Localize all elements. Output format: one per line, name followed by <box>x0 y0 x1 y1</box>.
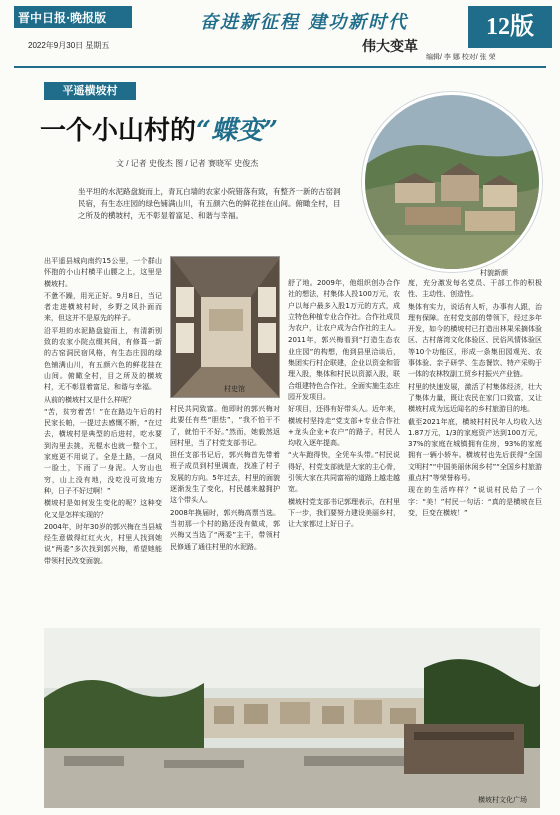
paragraph: 2011年，郭兴梅看到“打造生态农业庄园”的构想，他到县里洽谈后，集团实行村企联建，企业以资金和管理入股，集体和村民以资源入股，联合组建特色合作社，全面实施生态庄园开发项目。 <box>288 336 400 401</box>
logo-text: 晋中日报·晚报版 <box>18 11 107 25</box>
paragraph: 沿平坦的水泥路盘旋而上，有清新别致的农家小院点缀其间，有修葺一新的古窑洞民宿风格，有生态庄园的绿色铺满山川，有五颜六色的鲜花挂在山间。俯瞰全村，目之所及的横坡村，无不彰显着富足、和谐与幸福。 <box>44 326 162 392</box>
aerial-photo-caption: 村貌新颜 <box>480 270 508 277</box>
square-photo-caption: 横坡村文化广场 <box>478 797 527 804</box>
paragraph: 舒了地。2009年，他组织创办合作社的想法，村集体人投100万元，农户以每户最多入股1万元的方式，成立特色种植专业合作社。合作社成员为农户，让农户成为合作社的主人。 <box>288 279 400 333</box>
paragraph: 出平遥县城向南约15公里，一个群山怀抱的小山村横平山腰之上，这里是横坡村。 <box>44 257 162 288</box>
slogan: 奋进新征程 建功新时代 <box>200 12 409 33</box>
village-history-hall-photo <box>170 256 280 398</box>
paragraph: 村民共同致富。他即时的郭兴梅对此要任有些“胆怯”，“我不怕干不了，就怕干不好。”然而，她毅然返回村里，当了村党支部书记。 <box>170 405 280 447</box>
paragraph: 好项目，还得有好带头人。近年来，横坡村坚持走“党支部+专业合作社+龙头企业+农户”的路子，村民人均收入逐年提高。 <box>288 405 400 448</box>
headline-highlight: “蝶变” <box>196 116 278 146</box>
paragraph: 横坡村党支部书记郭理表示，在村里下一步，我们要努力建设美丽乡村，让大家都过上好日子。 <box>288 497 400 529</box>
paragraph: 不惫不躁，用光正好。9月8日，当记者走进横坡村时，乡野之风扑面而来，但这并不是原先的样子。 <box>44 291 162 323</box>
paragraph: 村里的快速发展，激活了村集体经济，壮大了集体力量，既让农民在家门口致富，又让横坡村成为远近闻名的乡村旅游目的地。 <box>408 382 542 414</box>
paragraph: “火车跑得快，全凭车头带。”村民说得好，村党支部就是大家的主心骨，引领大家在共同富裕的道路上越走越宽。 <box>288 451 400 494</box>
village-square-photo <box>44 628 540 808</box>
article-column-1 <box>44 256 162 626</box>
paragraph: 2004年，时年30岁的郭兴梅在当县城经生意做得红红火火，村里人找到她说“两委”多次找到郭兴梅，希望她能带领村民改变面貌。 <box>44 522 162 565</box>
section-tag: 平遥横坡村 <box>44 82 136 100</box>
paragraph: 现在的生活咋样？”说说村民给了一个字：“美！”村民一句话：“真的是横坡在巨变，巨变在横坡！” <box>408 486 542 517</box>
masthead-rule <box>14 66 546 68</box>
headline-main: 一个小山村的 <box>40 116 197 146</box>
paragraph: “苦，贫穷着苦！”在在路边午后的村民家长帕，一提过去感慨不断，“在过去，横坡村是典型的后进村，吃水要到沟里去挑，光棍水也就一整个工，家庭更不用说了。全是土路，一刮风一脸土，下雨了一身泥。人穷山也穷，山上没有地，没吃没可致地方种，日子不好过啊！” <box>44 407 162 495</box>
publication-date: 2022年9月30日 星期五 <box>28 41 110 50</box>
page-number: 12版 <box>468 6 552 48</box>
paragraph: 从前的横坡村又是什么样呢？ <box>44 395 135 404</box>
newspaper-logo <box>14 6 132 28</box>
editor-credits: 编辑/ 李 娜 校对/ 张 荣 <box>426 54 496 61</box>
paragraph: 截至2021年底，横坡村村民年人均收入达1.87万元，1/3的家庭资产达到100万元，37%的家庭在城镇拥有住房，93%的家庭拥有一辆小轿车。横坡村也先后获得“全国文明村”“中国美丽休闲乡村”“全国乡村旅游重点村”等荣誉称号。 <box>408 417 542 483</box>
paragraph: 度，充分激发每名党员、干部工作的积极性、主动性、创造性。 <box>408 279 542 299</box>
article-column-4 <box>408 278 542 626</box>
lede-paragraph: 坐平坦的水泥路盘旋而上，青瓦白墙的农家小院错落有致，有整齐一新的古窑洞民宿，有生态庄园的绿色铺满山川，有五颜六色的鲜花挂在山间。俯瞰全村，目之所及的横坡村，无不彰显着富足、和谐与幸福。 <box>78 187 341 220</box>
paragraph: 集体有实力，说话有人听，办事有人跟，治理有保障。在村党支部的带领下，经过多年开发，如今的横坡村已打造出林果采摘体验区、古村落湾文化体验区、民俗风情体验区等10个功能区，形成一条集田园观光、农事体验、亲子研学、生态餐饮、特产采购于一体的农林牧副工贸乡村振兴产业链。 <box>408 302 542 379</box>
byline: 文 / 记者 史俊杰 图 / 记者 赛晓军 史俊杰 <box>116 159 259 168</box>
column-name: 伟大变革 <box>362 39 418 55</box>
article-column-3 <box>288 278 400 626</box>
masthead <box>0 0 560 70</box>
paragraph: 横坡村是如何发生变化的呢？这种变化又是怎样实现的？ <box>44 499 162 519</box>
article-column-2 <box>170 404 280 626</box>
headline <box>40 110 278 147</box>
paragraph: 2008年换届时，郭兴梅高票当选。当初那一个村的路还没有做成，郭兴梅又当选了“两委”主干，带领村民修通了通往村里的水泥路。 <box>170 508 280 551</box>
museum-photo-caption: 村史馆 <box>224 386 245 393</box>
paragraph: 担任支部书记后，郭兴梅首先带着班子成员到村里调查，找准了村子发展的方向。5年过去，村里的面貌逐渐发生了变化，村民越来越拥护这个带头人。 <box>170 451 280 505</box>
village-aerial-photo <box>362 92 542 272</box>
